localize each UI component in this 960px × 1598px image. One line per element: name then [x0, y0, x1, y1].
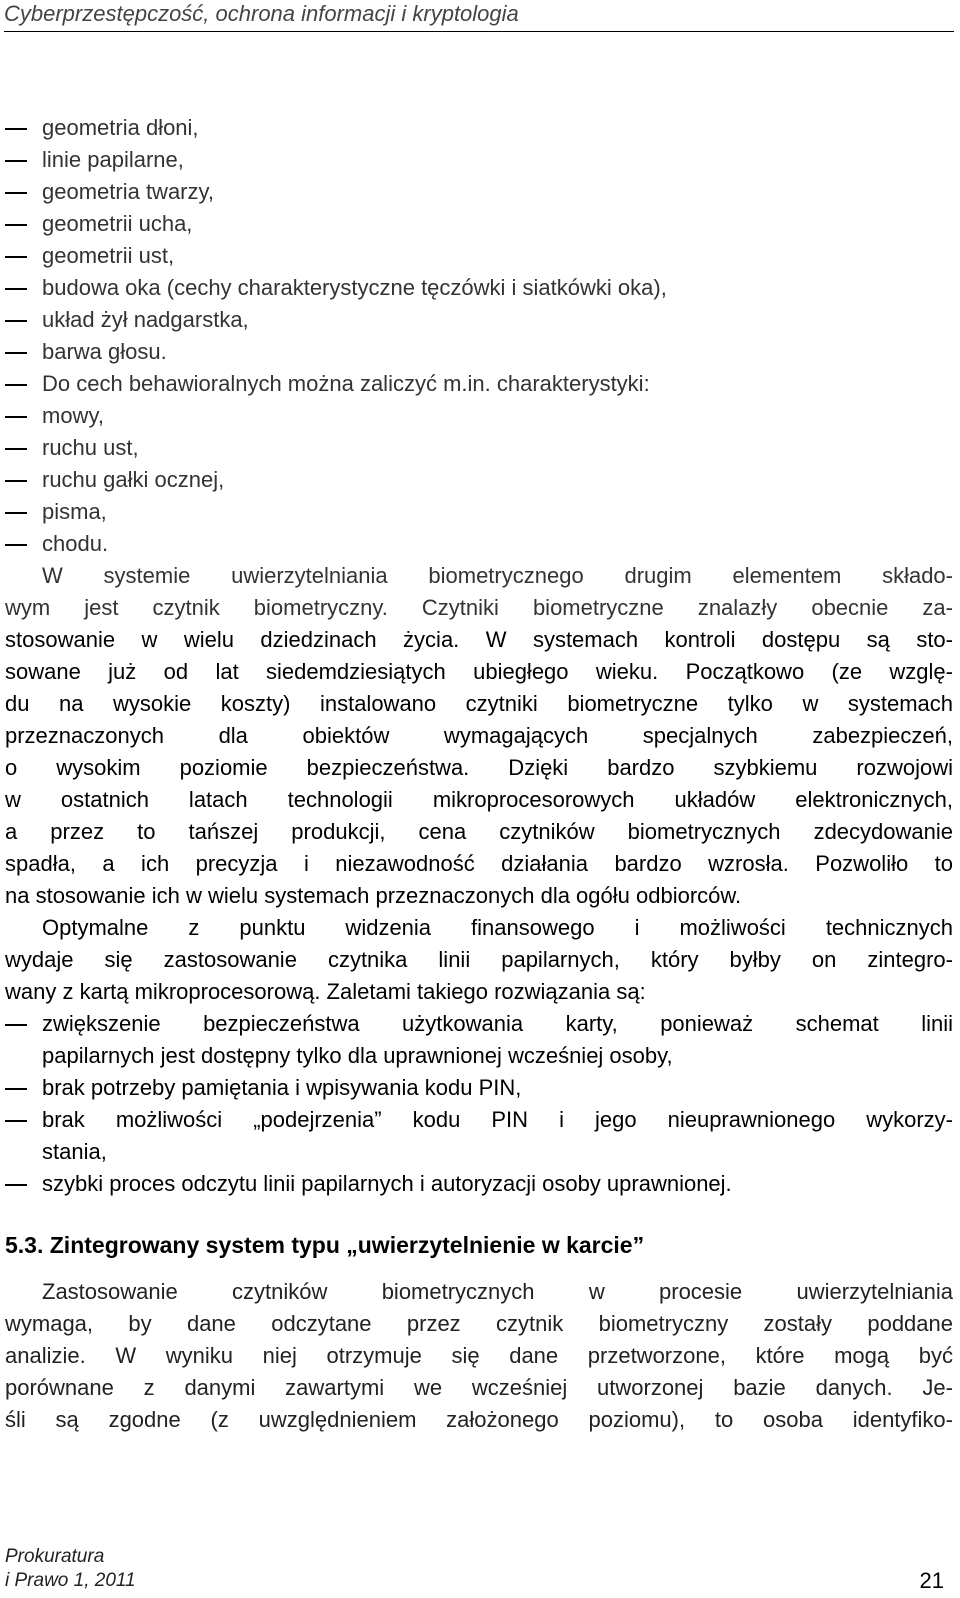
text-line: szybki proces odczytu linii papilarnych i autoryzacji osoby uprawnionej. — [42, 1171, 732, 1196]
footer-journal: Prokuratura — [5, 1546, 105, 1567]
text-line: W systemie uwierzytelniania biometrycznego drugim elementem składo- — [42, 563, 953, 588]
text-line: brak możliwości „podejrzenia” kodu PIN i jego nieuprawnionego wykorzy- — [42, 1107, 953, 1132]
list-item: ruchu ust, — [5, 432, 953, 464]
text-line: zwiększenie bezpieczeństwa użytkowania karty, ponieważ schemat linii — [42, 1011, 953, 1036]
list-item — [5, 1168, 953, 1200]
list-item: geometrii ust, — [5, 240, 953, 272]
text-line: spadła, a ich precyzja i niezawodność działania bardzo wzrosła. Pozwoliło to — [5, 851, 953, 876]
text-line: a przez to tańszej produkcji, cena czytników biometrycznych zdecydowanie — [5, 819, 953, 844]
text-line: wydaje się zastosowanie czytnika linii papilarnych, który byłby on zintegro- — [5, 947, 953, 972]
text-line: sowane już od lat siedemdziesiątych ubiegłego wieku. Początkowo (ze wzglę- — [5, 659, 953, 684]
physical-features-list — [5, 112, 953, 560]
text-line: o wysokim poziomie bezpieczeństwa. Dzięki bardzo szybkiemu rozwojowi — [5, 755, 953, 780]
page-body — [5, 112, 953, 1200]
footer-publication — [5, 1545, 953, 1593]
section-heading: 5.3. Zintegrowany system typu „uwierzytelnienie w karcie” — [5, 1232, 645, 1258]
text-line: w ostatnich latach technologii mikroprocesorowych układów elektronicznych, — [5, 787, 953, 812]
list-item: budowa oka (cechy charakterystyczne tęczówki i siatkówki oka), — [5, 272, 953, 304]
text-line: Optymalne z punktu widzenia finansowego i możliwości technicznych — [42, 915, 953, 940]
text-line: brak potrzeby pamiętania i wpisywania kodu PIN, — [42, 1075, 522, 1100]
footer-issue: i Prawo 1, 2011 — [5, 1570, 136, 1591]
text-line: analizie. W wyniku niej otrzymuje się dane przetworzone, które mogą być — [5, 1343, 953, 1368]
text-line: stania, — [42, 1139, 107, 1164]
behavioral-intro: Do cech behawioralnych można zaliczyć m.in. charakterystyki: — [5, 368, 953, 400]
list-item: pisma, — [5, 496, 953, 528]
text-line: stosowanie w wielu dziedzinach życia. W systemach kontroli dostępu są sto- — [5, 627, 953, 652]
text-line: Zastosowanie czytników biometrycznych w procesie uwierzytelniania — [42, 1279, 953, 1304]
list-item: geometria dłoni, — [5, 112, 953, 144]
list-item: geometrii ucha, — [5, 208, 953, 240]
text-line: wany z kartą mikroprocesorową. Zaletami takiego rozwiązania są: — [5, 979, 646, 1004]
text-line: papilarnych jest dostępny tylko dla uprawnionej wcześniej osoby, — [42, 1043, 673, 1068]
paragraph-section-5-3 — [5, 1276, 953, 1436]
text-line: śli są zgodne (z uwzględnieniem założonego poziomu), to osoba identyfiko- — [5, 1407, 953, 1432]
list-item: geometria twarzy, — [5, 176, 953, 208]
list-item: mowy, — [5, 400, 953, 432]
list-item: barwa głosu. — [5, 336, 953, 368]
list-item — [5, 1072, 953, 1104]
page-number: 21 — [919, 1568, 944, 1593]
running-header: Cyberprzestępczość, ochrona informacji i kryptologia — [4, 0, 954, 32]
list-item — [5, 1008, 953, 1072]
paragraph-optimal-solution — [5, 912, 953, 1008]
text-line: du na wysokie koszty) instalowano czytniki biometryczne tylko w systemach — [5, 691, 953, 716]
list-item: ruchu gałki ocznej, — [5, 464, 953, 496]
text-line: przeznaczonych dla obiektów wymagających specjalnych zabezpieczeń, — [5, 723, 953, 748]
text-line: na stosowanie ich w wielu systemach przeznaczonych dla ogółu odbiorców. — [5, 883, 742, 908]
list-item: linie papilarne, — [5, 144, 953, 176]
list-item — [5, 1104, 953, 1168]
list-item: chodu. — [5, 528, 953, 560]
text-line: wym jest czytnik biometryczny. Czytniki biometryczne znalazły obecnie za- — [5, 595, 953, 620]
advantages-list — [5, 1008, 953, 1200]
text-line: wymaga, by dane odczytane przez czytnik biometryczny zostały poddane — [5, 1311, 953, 1336]
list-item: układ żył nadgarstka, — [5, 304, 953, 336]
text-line: porównane z danymi zawartymi we wcześniej utworzonej bazie danych. Je- — [5, 1375, 953, 1400]
paragraph-biometric-reader — [5, 560, 953, 912]
